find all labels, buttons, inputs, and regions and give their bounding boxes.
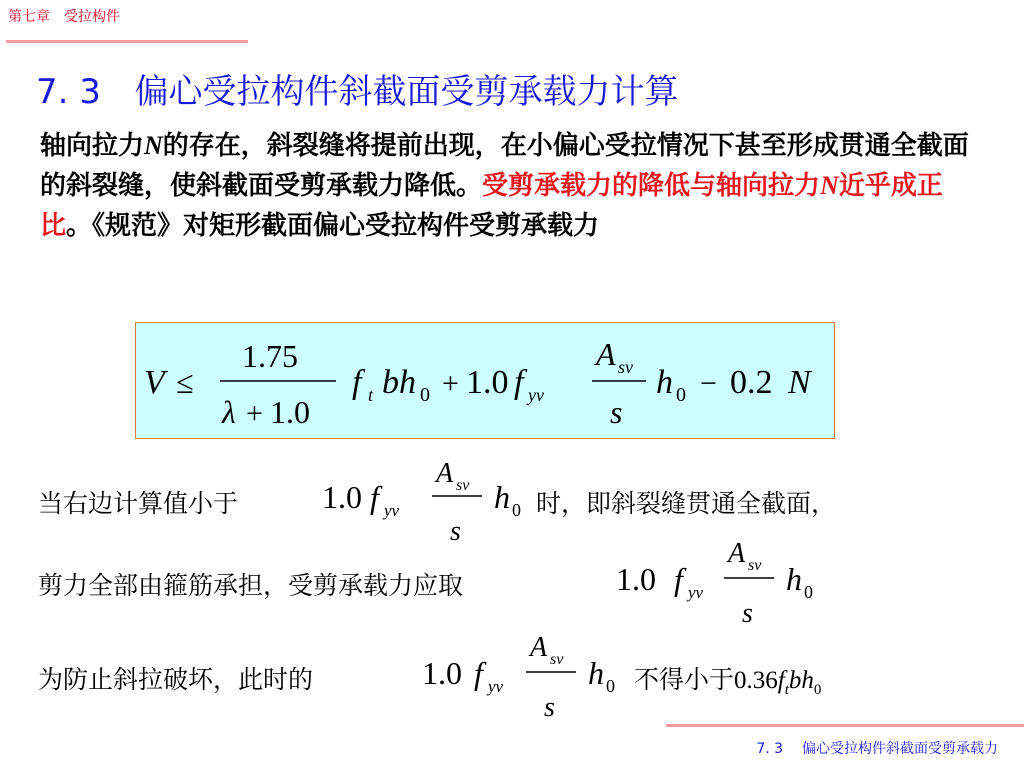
line2-before: 剪力全部由箍筋承担，受剪承载力应取 [38, 571, 464, 600]
expr3-A: A [530, 632, 548, 663]
line3-after [634, 660, 821, 699]
line2-expression [616, 538, 826, 632]
expr2-h: h [786, 561, 802, 597]
expr1-yv: yv [384, 501, 400, 520]
header-divider [6, 40, 248, 43]
line3-sub-t: t [784, 682, 789, 698]
formula-coef-2: 0.2 [730, 364, 773, 401]
slide-title [36, 64, 679, 113]
expr2-A: A [728, 538, 746, 569]
body-text-2: 的存在，斜裂缝将提前出现，在小偏心受拉情况下甚至形成贯通全截面的斜裂缝，使斜截面受剪承载力降低。 [40, 131, 969, 201]
expr1-h: h [494, 479, 510, 515]
line3-min-coef: 0.36 [734, 667, 778, 694]
formula-V: V [144, 364, 165, 401]
emphasis-text-2: 近乎成正比 [40, 171, 943, 241]
expr1-coef: 1.0 [322, 479, 362, 515]
footer-divider [666, 724, 1024, 727]
line3-after-text: 不得小于 [634, 665, 735, 694]
formula-plus-2: + [442, 367, 459, 400]
footer-number: 7. 3 [756, 741, 784, 757]
formula-A: A [596, 336, 616, 372]
expr3-h: h [588, 655, 604, 691]
emphasis-symbol: N [820, 171, 839, 200]
formula-lambda: λ [222, 394, 236, 430]
expr3-sv: sv [550, 651, 564, 668]
expr2-yv: yv [688, 583, 704, 602]
formula-s: s [610, 394, 623, 430]
axial-force-symbol: N [144, 131, 163, 160]
formula-coef-1: 1.0 [466, 364, 509, 401]
expr2-coef: 1.0 [616, 561, 656, 597]
line3-bh: bh [788, 667, 814, 694]
expr1-f: f [370, 479, 379, 515]
formula-leq: ≤ [176, 364, 194, 400]
footer-label [756, 738, 998, 758]
line3-sub-0: 0 [813, 682, 822, 698]
line3-expression [418, 630, 634, 722]
formula-sub-yv: yv [528, 385, 544, 405]
footer-title: 偏心受拉构件斜截面受剪承载力 [802, 741, 998, 757]
expr3-yv: yv [488, 677, 504, 696]
formula-minus: − [700, 367, 717, 400]
line1-before: 当右边计算值小于 [38, 489, 239, 518]
formula-one: 1.0 [270, 394, 310, 430]
line3-f: f [777, 667, 785, 694]
formula-box [135, 322, 835, 439]
expr3-coef: 1.0 [422, 655, 462, 691]
formula-sub-0b: 0 [676, 384, 686, 406]
expr1-sv: sv [456, 477, 470, 494]
expr1-A: A [436, 458, 454, 489]
shear-capacity-formula [136, 323, 834, 438]
emphasis-text-1: 受剪承载力的降低与轴向拉力 [482, 171, 821, 201]
formula-plus-1: + [246, 397, 263, 430]
expr2-sv: sv [748, 557, 762, 574]
section-title: 偏心受拉构件斜截面受剪承载力计算 [134, 72, 679, 112]
expr1-s: s [450, 516, 461, 547]
expr3-f: f [474, 655, 483, 691]
body-text-1: 轴向拉力 [40, 131, 145, 161]
formula-sub-t: t [368, 385, 374, 405]
expr1-zero: 0 [512, 500, 521, 520]
chapter-label: 第七章 受拉构件 [8, 9, 120, 25]
formula-sub-0a: 0 [420, 384, 430, 406]
formula-f-t: f [352, 364, 362, 401]
expr3-zero: 0 [606, 676, 615, 696]
line3-before: 为防止斜拉破坏，此时的 [38, 665, 314, 694]
body-text-3: 。《规范》对矩形截面偏心受拉构件受剪承载力 [66, 211, 600, 241]
line1-expression [318, 458, 532, 550]
body-paragraph [40, 126, 970, 246]
formula-f-yv: f [514, 364, 524, 401]
line1-after: 时，即斜裂缝贯通全截面， [536, 489, 837, 518]
formula-N: N [788, 364, 811, 401]
section-number: 7. 3 [36, 72, 101, 112]
formula-h: h [656, 364, 673, 401]
formula-bh: bh [382, 364, 416, 401]
formula-numerator: 1.75 [242, 338, 298, 374]
expr2-f: f [674, 561, 683, 597]
expr2-s: s [742, 598, 753, 629]
expr3-s: s [544, 692, 555, 722]
expr2-zero: 0 [804, 582, 813, 602]
formula-sub-sv: sv [618, 357, 633, 377]
